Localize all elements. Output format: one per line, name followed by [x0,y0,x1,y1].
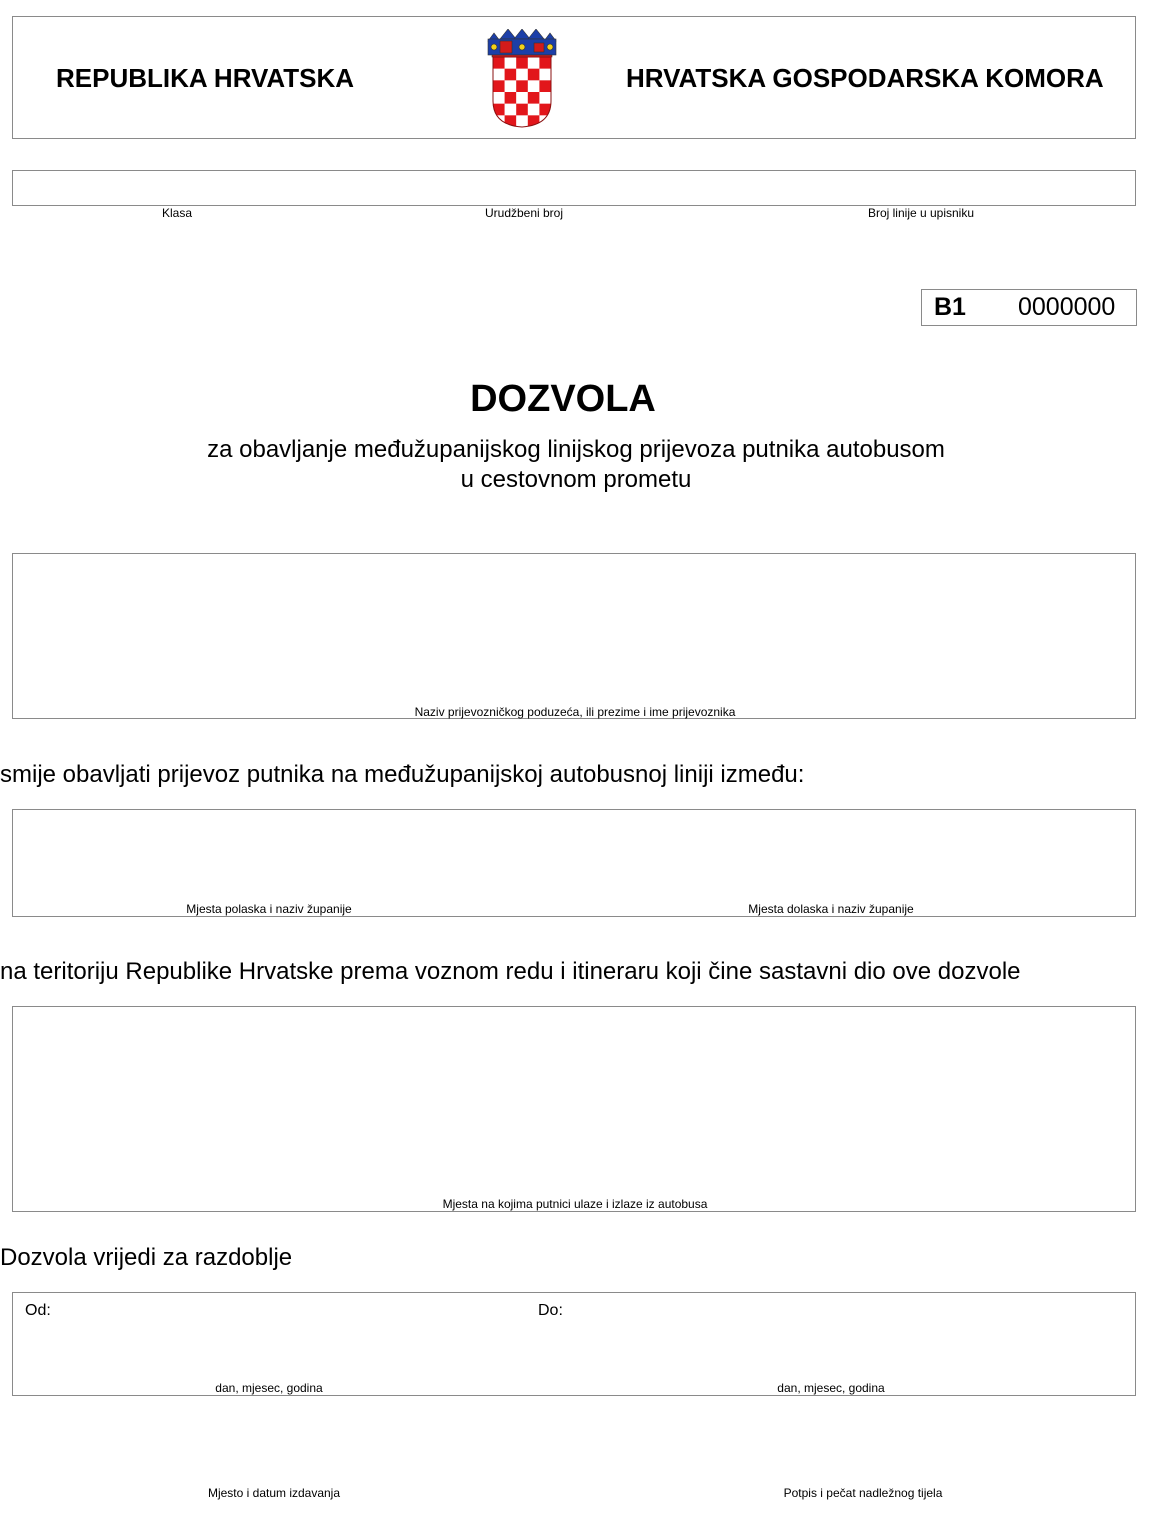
klasa-label: Klasa [161,206,193,220]
shield-square [516,92,528,104]
shield-square [505,57,517,69]
shield-square [493,92,505,104]
shield-square [516,115,528,127]
broj-linije-label: Broj linije u upisniku [867,206,975,220]
territory-statement: na teritoriju Republike Hrvatske prema voznom redu i itineraru koji čine sastavni dio ove dozvole [0,958,1021,985]
serial-number-box [921,289,1137,326]
shield-square [528,104,540,116]
shield-square [505,92,517,104]
from-label: Od: [25,1302,51,1319]
shield-square [539,57,551,69]
validity-heading: Dozvola vrijedi za razdoblje [0,1244,293,1271]
shield-square [505,80,517,92]
shield-square [493,57,505,69]
carrier-name-label: Naziv prijevozničkog poduzeća, ili prezime i ime prijevoznika [414,705,736,719]
shield-square [516,69,528,81]
subtitle-line-1: za obavljanje međužupanijskog linijskog prijevoza putnika autobusom [207,436,945,463]
carrier-name-box[interactable] [12,553,1136,719]
shield-square [539,80,551,92]
urudzbeni-broj-label: Urudžbeni broj [484,206,564,220]
document-subtitle [207,435,945,495]
shield-square [516,104,528,116]
shield-square [493,80,505,92]
route-statement: smije obavljati prijevoz putnika na međužupanijskoj autobusnoj liniji između: [0,761,805,788]
subtitle-line-2: u cestovnom prometu [460,466,692,493]
stops-box[interactable] [12,1006,1136,1212]
route-box[interactable] [12,809,1136,917]
serial-series: B1 [934,293,966,321]
chamber-title: HRVATSKA GOSPODARSKA KOMORA [626,63,1104,93]
shield-square [528,92,540,104]
header-box [12,16,1136,139]
coat-of-arms-icon [486,29,558,128]
to-date-hint: dan, mjesec, godina [777,1381,885,1395]
republic-title: REPUBLIKA HRVATSKA [56,63,355,93]
shield-square [539,92,551,104]
shield-square [516,57,528,69]
shield-square [505,69,517,81]
place-date-label: Mjesto i datum izdavanja [207,1486,341,1500]
shield-square [528,69,540,81]
document-title: DOZVOLA [470,378,656,420]
shield-square [493,69,505,81]
validity-box[interactable] [12,1292,1136,1396]
arrival-label: Mjesta dolaska i naziv županije [748,902,914,916]
shield-square [493,104,505,116]
from-date-hint: dan, mjesec, godina [215,1381,323,1395]
shield-square [539,69,551,81]
shield-square [505,104,517,116]
shield-square [528,57,540,69]
shield-square [528,80,540,92]
stops-label: Mjesta na kojima putnici ulaze i izlaze iz autobusa [442,1197,708,1211]
departure-label: Mjesta polaska i naziv županije [186,902,352,916]
signature-label: Potpis i pečat nadležnog tijela [783,1486,943,1500]
serial-number: 0000000 [1018,293,1116,321]
reference-fields-box[interactable] [12,170,1136,206]
shield-square [516,80,528,92]
to-label: Do: [538,1302,563,1319]
